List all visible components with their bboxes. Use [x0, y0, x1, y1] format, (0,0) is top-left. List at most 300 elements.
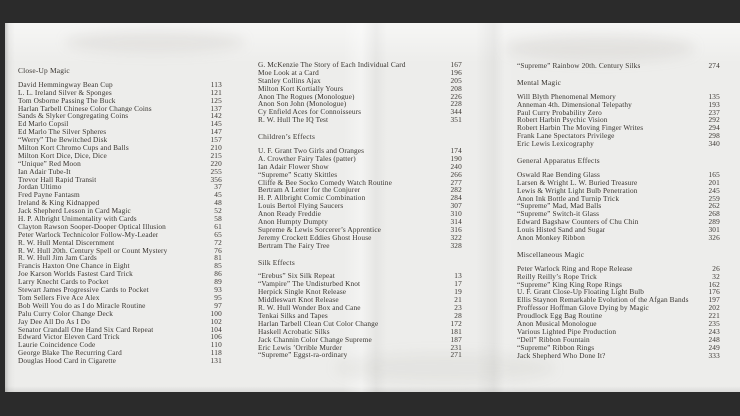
entry-page-number: 131 [210, 356, 222, 366]
entry-page-number: 282 [450, 185, 462, 195]
show-through-smudge [65, 31, 245, 53]
entry-page-number: 110 [210, 340, 222, 350]
toc-entry [258, 320, 462, 328]
toc-entry [258, 186, 462, 194]
entry-page-number: 13 [454, 271, 462, 281]
toc-entry [18, 207, 222, 215]
toc-entry [18, 349, 222, 357]
entry-page-number: 113 [210, 79, 222, 89]
entry-title: Francis Haxton One Chance in Eight [18, 262, 130, 271]
entry-title: Tenkai Silks and Tapes [258, 311, 328, 320]
entry-page-number: 45 [214, 190, 222, 200]
entry-title: Larry Knecht Cards to Pocket [18, 278, 109, 287]
entry-title: Tom Osborne Passing The Buck [18, 96, 116, 105]
entry-page-number: 37 [214, 182, 222, 192]
entry-page-number: 298 [708, 131, 720, 141]
entry-title: Milton Kort Dice, Dice, Dice [18, 151, 107, 160]
toc-entry [517, 93, 720, 101]
entry-page-number: 21 [454, 295, 462, 305]
toc-entry [258, 210, 462, 218]
entry-page-number: 237 [708, 107, 720, 117]
toc-entry [517, 296, 720, 304]
entry-page-number: 328 [450, 240, 462, 250]
entry-title: Anon Son John (Monologue) [258, 100, 347, 109]
entry-title: Jeremy Crockett Eddies Ghost House [258, 233, 372, 242]
toc-entry [517, 234, 720, 242]
entry-page-number: 102 [210, 316, 222, 326]
toc-entry [18, 89, 222, 97]
toc-entry [517, 288, 720, 296]
entry-page-number: 193 [708, 99, 720, 109]
entry-title: “Supreme” Eggst-ra-ordinary [258, 351, 348, 360]
entry-title: Anon Ink Bottle and Turnip Trick [517, 194, 620, 203]
entry-page-number: 322 [450, 232, 462, 242]
entry-title: Edward Bagshaw Counters of Chu Chin [517, 218, 639, 227]
entry-page-number: 187 [450, 334, 462, 344]
toc-entry [517, 171, 720, 179]
entry-title: Joe Karson Worlds Fastest Card Trick [18, 270, 133, 279]
toc-entry [258, 155, 462, 163]
toc-entry [517, 273, 720, 281]
entry-title: Anneman 4th. Dimensional Telepathy [517, 100, 632, 109]
entry-page-number: 125 [210, 95, 222, 105]
entry-page-number: 89 [214, 277, 222, 287]
section-heading: Close-Up Magic [18, 66, 70, 75]
entry-page-number: 176 [708, 287, 720, 297]
toc-entry [517, 312, 720, 320]
toc-entry [517, 109, 720, 117]
toc-entry [18, 223, 222, 231]
entry-page-number: 48 [214, 198, 222, 208]
entry-page-number: 26 [712, 263, 720, 273]
toc-entry [517, 352, 720, 360]
entry-title: Peter Warlock Ring and Rope Release [517, 264, 633, 273]
entry-page-number: 277 [450, 177, 462, 187]
entry-title: George Blake The Recurring Card [18, 349, 122, 358]
entry-page-number: 202 [708, 303, 720, 313]
entry-title: U. F. Grant Two Girls and Oranges [258, 147, 365, 155]
entry-page-number: 85 [214, 261, 222, 271]
entry-title: Anon Monkey Ribbon [517, 234, 585, 242]
entry-title: “Supreme” Scatty Skittles [258, 170, 338, 179]
toc-entry [18, 310, 222, 318]
entry-page-number: 351 [450, 115, 462, 125]
entry-title: “Werry” The Bewitched Disk [18, 136, 108, 145]
toc-entry [258, 218, 462, 226]
toc-entry [258, 336, 462, 344]
entry-page-number: 52 [214, 206, 222, 216]
entry-title: Louis Histed Sand and Sugar [517, 226, 606, 235]
toc-entry [258, 179, 462, 187]
entry-title: Proffessor Hoffman Glove Dying by Magic [517, 304, 649, 313]
entry-page-number: 121 [210, 87, 222, 97]
toc-entry [258, 93, 462, 101]
entry-title: Ian Adair Tube-It [18, 167, 71, 176]
toc-entry [18, 262, 222, 270]
entry-title: Bertram A Letter for the Conjurer [258, 186, 361, 195]
toc-entry [258, 85, 462, 93]
entry-page-number: 93 [214, 285, 222, 295]
entry-title: Douglas Hood Card in Cigarette [18, 357, 117, 365]
toc-entry [517, 101, 720, 109]
entry-title: A. Crowther Fairy Tales (patter) [258, 154, 356, 163]
entry-page-number: 326 [708, 233, 720, 243]
entry-page-number: 231 [450, 342, 462, 352]
entry-title: Moe Look at a Card [258, 68, 319, 77]
entry-title: R. W. Hull Mental Discernment [18, 238, 115, 247]
entry-page-number: 316 [450, 224, 462, 234]
book-spread [5, 23, 740, 392]
toc-entry [18, 183, 222, 191]
toc-entry [258, 344, 462, 352]
toc-entry [18, 112, 222, 120]
entry-title: Reilly Reilly’s Rope Trick [517, 272, 597, 281]
entry-page-number: 28 [454, 310, 462, 320]
entry-title: David Hemmingway Bean Cup [18, 80, 113, 89]
toc-entry [18, 191, 222, 199]
entry-title: Will Blyth Phenomenal Memory [517, 92, 616, 101]
entry-page-number: 97 [214, 300, 222, 310]
entry-title: Bertram The Fairy Tree [258, 241, 330, 250]
entry-title: “Supreme” Switch-it Glass [517, 210, 600, 219]
entry-page-number: 32 [712, 271, 720, 281]
entry-page-number: 208 [450, 83, 462, 93]
toc-entry [258, 171, 462, 179]
entry-title: Edward Victor Eleven Card Trick [18, 333, 120, 342]
entry-title: G. McKenzie The Story of Each Individual Card [258, 61, 406, 69]
entry-page-number: 221 [708, 311, 720, 321]
entry-page-number: 145 [210, 119, 222, 129]
entry-title: Middleswart Knot Release [258, 296, 339, 305]
entry-title: Larsen & Wright L. W. Buried Treasure [517, 178, 638, 187]
entry-title: Eric Lewis Lexicography [517, 140, 594, 149]
entry-title: Lewis & Wright Light Bulb Penetration [517, 186, 638, 195]
entry-title: Ellis Staynon Remarkable Evolution of the Afgan Bands [517, 296, 689, 305]
entry-title: Senator Crandall One Hand Six Card Repeat [18, 325, 154, 334]
toc-entry [517, 281, 720, 289]
entry-page-number: 157 [210, 135, 222, 145]
toc-entry [517, 210, 720, 218]
toc-entry [18, 160, 222, 168]
toc-entry [258, 242, 462, 250]
entry-title: Jay Dee All Do As I Do [18, 317, 90, 326]
toc-entry [18, 128, 222, 136]
entry-title: Peter Warlock Technicolor Follow-My-Leader [18, 230, 159, 239]
entry-page-number: 165 [708, 169, 720, 179]
entry-title: Fred Payne Fantasm [18, 191, 80, 200]
entry-page-number: 333 [708, 350, 720, 360]
entry-page-number: 289 [708, 217, 720, 227]
toc-entry [18, 136, 222, 144]
entry-page-number: 196 [450, 67, 462, 77]
entry-page-number: 262 [708, 201, 720, 211]
entry-title: Ian Adair Flower Show [258, 162, 329, 171]
entry-page-number: 245 [708, 185, 720, 195]
entry-title: Anon The Rogues (Monologue) [258, 92, 355, 101]
entry-title: “Supreme” Ribbon Rings [517, 343, 595, 352]
entry-page-number: 86 [214, 269, 222, 279]
entry-title: Milton Kort Chromo Cups and Balls [18, 144, 129, 152]
entry-title: Louis Bertol Flying Saucers [258, 202, 344, 211]
entry-page-number: 81 [214, 253, 222, 263]
entry-page-number: 301 [708, 225, 720, 235]
entry-title: H. P. Allbright Comic Combination [258, 194, 366, 203]
entry-page-number: 100 [210, 308, 222, 318]
entry-title: Frank Lane Spectators Privilege [517, 132, 615, 141]
entry-page-number: 174 [450, 146, 462, 156]
toc-entry [18, 247, 222, 255]
entry-title: Anon Ready Freddie [258, 210, 321, 219]
toc-entry [18, 341, 222, 349]
toc-column-right [517, 62, 720, 360]
toc-entry [258, 116, 462, 124]
entry-page-number: 243 [708, 326, 720, 336]
entry-title: “Supreme” Mad, Mad Balls [517, 202, 602, 211]
toc-entry [517, 304, 720, 312]
show-through-smudge [505, 35, 695, 61]
entry-title: Laurie Coincidence Code [18, 341, 96, 350]
entry-title: Jack Channin Color Change Supreme [258, 335, 372, 344]
toc-entry [517, 132, 720, 140]
section-heading: Children’s Effects [258, 132, 316, 142]
toc-entry [258, 304, 462, 312]
toc-column-middle [258, 61, 462, 359]
entry-page-number: 248 [708, 334, 720, 344]
toc-entry [258, 296, 462, 304]
entry-page-number: 292 [708, 115, 720, 125]
section-heading: General Apparatus Effects [517, 156, 600, 166]
entry-title: “Supreme” King King Rope Rings [517, 280, 622, 289]
section-heading: Mental Magic [517, 77, 562, 87]
letterbox-bottom [0, 392, 740, 416]
toc-entry [18, 105, 222, 113]
toc-entry [18, 231, 222, 239]
entry-title: Paul Curry Probability Zero [517, 108, 602, 117]
entry-title: Harlan Tarbell Chinese Color Change Coins [18, 104, 152, 113]
entry-page-number: 220 [210, 158, 222, 168]
entry-page-number: 65 [214, 229, 222, 239]
entry-page-number: 226 [450, 91, 462, 101]
toc-entry [258, 226, 462, 234]
toc-column-left [18, 67, 222, 365]
toc-entry [258, 77, 462, 85]
entry-title: Jordan Ultimo [18, 183, 62, 192]
entry-title: Cliffe & Bee Socko Comedy Watch Routine [258, 178, 392, 187]
entry-page-number: 240 [450, 161, 462, 171]
toc-entry [18, 176, 222, 184]
entry-page-number: 271 [450, 350, 462, 360]
toc-entry [258, 280, 462, 288]
entry-page-number: 284 [450, 193, 462, 203]
entry-page-number: 210 [210, 143, 222, 153]
entry-page-number: 104 [210, 324, 222, 334]
entry-page-number: 17 [454, 279, 462, 289]
entry-title: R. W. Hull Wonder Box and Cane [258, 304, 361, 312]
entry-title: “Dell” Ribbon Fountain [517, 335, 590, 344]
entry-page-number: 72 [214, 237, 222, 247]
entry-page-number: 142 [210, 111, 222, 121]
entry-title: Harlan Tarbell Clean Cut Color Change [258, 319, 379, 328]
entry-page-number: 147 [210, 127, 222, 137]
toc-entry [18, 326, 222, 334]
toc-entry [18, 357, 222, 365]
entry-title: Tom Sellers Five Ace Alex [18, 293, 100, 302]
entry-page-number: 23 [454, 303, 462, 313]
toc-entry [517, 195, 720, 203]
entry-title: Robert Harbin The Moving Finger Writes [517, 124, 644, 133]
toc-entry [517, 62, 720, 70]
entry-page-number: 19 [454, 287, 462, 297]
entry-page-number: 340 [708, 139, 720, 149]
entry-title: Supreme & Lewis Sorcerer’s Apprentice [258, 225, 382, 234]
entry-title: Ed Marlo The Silver Spheres [18, 128, 107, 137]
entry-title: Stewart James Progressive Cards to Pocket [18, 286, 149, 294]
entry-page-number: 249 [708, 342, 720, 352]
entry-page-number: 95 [214, 292, 222, 302]
entry-page-number: 197 [708, 295, 720, 305]
entry-page-number: 201 [708, 177, 720, 187]
entry-page-number: 167 [450, 60, 462, 69]
entry-title: R. W. Hull 20th. Century Spell or Count Mystery [18, 246, 168, 255]
entry-page-number: 310 [450, 209, 462, 219]
entry-title: “Unique” Red Moon [18, 159, 81, 168]
toc-entry [18, 333, 222, 341]
entry-title: R. W. Hull Jim Jam Cards [18, 254, 97, 263]
entry-title: “Vampire” The Undisturbed Knot [258, 280, 361, 289]
entry-page-number: 106 [210, 332, 222, 342]
toc-entry [258, 351, 462, 359]
entry-page-number: 181 [450, 326, 462, 336]
entry-page-number: 61 [214, 221, 222, 231]
section-heading: Silk Effects [258, 257, 295, 267]
toc-entry [18, 294, 222, 302]
entry-title: Eric Lewis ’Orrible Murder [258, 343, 342, 352]
toc-entry [517, 344, 720, 352]
entry-page-number: 190 [450, 153, 462, 163]
entry-title: L. L. Ireland Silver & Sponges [18, 88, 112, 97]
letterbox-top [0, 0, 740, 23]
entry-page-number: 135 [708, 91, 720, 101]
toc-entry [258, 69, 462, 77]
toc-entry [258, 100, 462, 108]
entry-title: Milton Kort Kortially Yours [258, 84, 344, 93]
entry-page-number: 162 [708, 279, 720, 289]
entry-page-number: 274 [708, 61, 720, 70]
entry-page-number: 255 [210, 166, 222, 176]
entry-page-number: 58 [214, 214, 222, 224]
toc-entry [258, 194, 462, 202]
entry-title: Oswald Rae Bending Glass [517, 170, 600, 179]
toc-entry [517, 187, 720, 195]
toc-entry [18, 144, 222, 152]
toc-entry [517, 124, 720, 132]
toc-entry [517, 336, 720, 344]
entry-title: “Erebus” Six Silk Repeat [258, 272, 335, 281]
entry-page-number: 266 [450, 169, 462, 179]
toc-entry [18, 318, 222, 326]
toc-entry [258, 312, 462, 320]
entry-title: Sands & Slyker Congregating Coins [18, 112, 129, 121]
toc-entry [18, 254, 222, 262]
entry-page-number: 172 [450, 318, 462, 328]
toc-entry [517, 116, 720, 124]
entry-page-number: 205 [450, 75, 462, 85]
toc-entry [517, 328, 720, 336]
entry-title: Jack Shepherd Lesson in Card Magic [18, 207, 131, 216]
toc-entry [18, 278, 222, 286]
entry-title: Ireland & King Kidnapped [18, 199, 100, 208]
toc-entry [517, 320, 720, 328]
toc-entry [258, 234, 462, 242]
entry-page-number: 228 [450, 99, 462, 109]
toc-entry [18, 168, 222, 176]
toc-entry [517, 179, 720, 187]
toc-entry [18, 302, 222, 310]
toc-entry [517, 218, 720, 226]
toc-entry [18, 270, 222, 278]
entry-title: H. P. Albright Unimentality with Cards [18, 215, 137, 223]
toc-entry [517, 226, 720, 234]
entry-title: Stanley Collins Ajax [258, 76, 321, 85]
toc-entry [258, 163, 462, 171]
entry-title: Herpick Single Knot Release [258, 288, 347, 297]
entry-title: Haskell Acrobatic Silks [258, 327, 330, 336]
toc-entry [18, 239, 222, 247]
entry-title: “Supreme” Rainbow 20th. Century Silks [517, 62, 641, 70]
entry-title: Anon Humpty Dumpty [258, 218, 328, 226]
entry-title: Trevor Hall Rapid Transit [18, 175, 97, 184]
toc-entry [18, 215, 222, 223]
toc-entry [18, 286, 222, 294]
toc-entry [258, 328, 462, 336]
section-heading: Miscellaneous Magic [517, 249, 585, 259]
toc-entry [18, 97, 222, 105]
toc-entry [258, 147, 462, 155]
entry-page-number: 76 [214, 245, 222, 255]
entry-title: Palu Curry Color Change Deck [18, 309, 113, 318]
toc-entry [258, 288, 462, 296]
toc-entry [18, 81, 222, 89]
entry-page-number: 268 [708, 209, 720, 219]
toc-entry [517, 140, 720, 148]
toc-entry [258, 272, 462, 280]
toc-entry [258, 61, 462, 69]
toc-entry [18, 152, 222, 160]
entry-page-number: 137 [210, 103, 222, 113]
toc-entry [517, 265, 720, 273]
toc-entry [18, 120, 222, 128]
entry-title: Cy Enfield Aces for Connoisseurs [258, 108, 362, 117]
entry-page-number: 215 [210, 150, 222, 160]
toc-entry [517, 202, 720, 210]
entry-title: Anon Musical Monologue [517, 320, 597, 328]
entry-page-number: 356 [210, 174, 222, 184]
entry-title: Ed Marlo Copsil [18, 120, 69, 129]
toc-entry [258, 108, 462, 116]
entry-page-number: 344 [450, 107, 462, 117]
entry-title: Proudlock Egg Bag Routine [517, 312, 603, 321]
entry-page-number: 294 [708, 123, 720, 133]
toc-entry [258, 202, 462, 210]
entry-title: R. W. Hull The IQ Test [258, 116, 329, 125]
entry-title: Bob Weill You do as I do Miracle Routine [18, 301, 146, 310]
entry-page-number: 314 [450, 217, 462, 227]
entry-page-number: 118 [210, 348, 222, 358]
entry-title: Clayton Rawson Sooper-Dooper Optical Illusion [18, 222, 166, 231]
entry-page-number: 259 [708, 193, 720, 203]
entry-title: Robert Harbin Psychic Vision [517, 116, 608, 125]
toc-entry [18, 199, 222, 207]
